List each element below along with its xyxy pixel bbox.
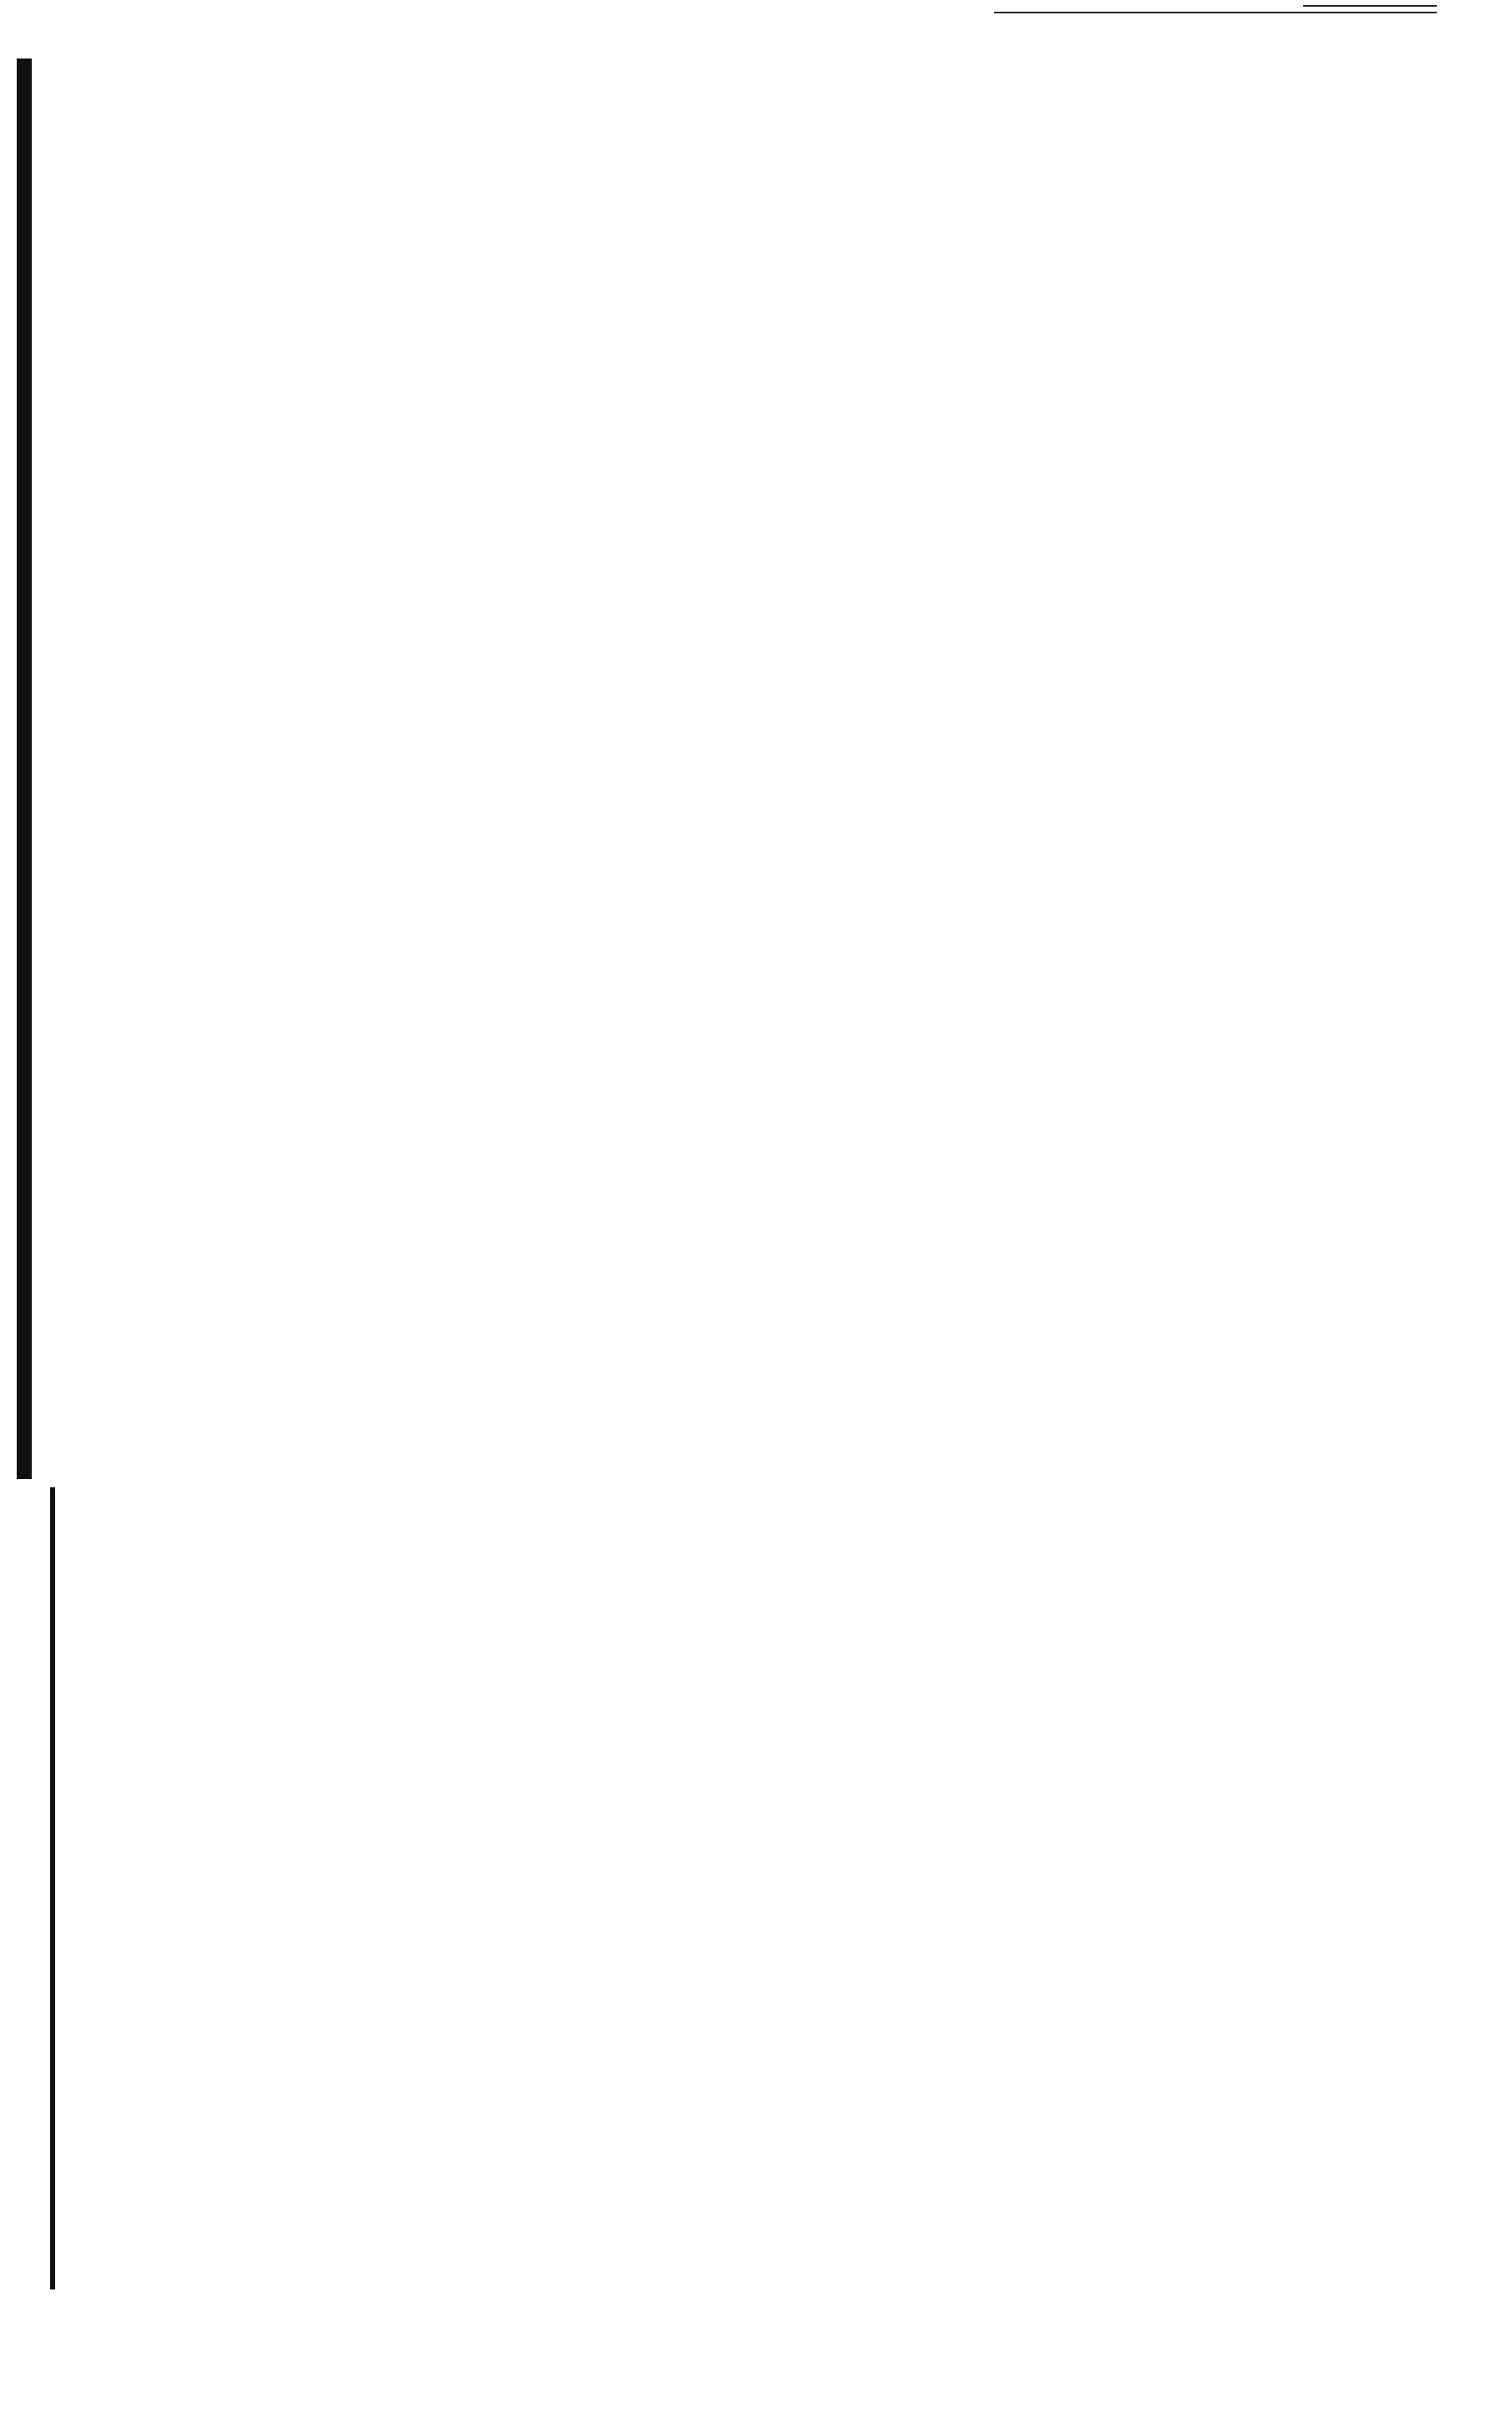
top-rule <box>994 12 1437 13</box>
left-margin-bar-lower <box>50 1487 55 2289</box>
left-margin-bar <box>17 58 32 1479</box>
running-header <box>167 301 1362 343</box>
top-rule-short <box>1303 5 1437 7</box>
